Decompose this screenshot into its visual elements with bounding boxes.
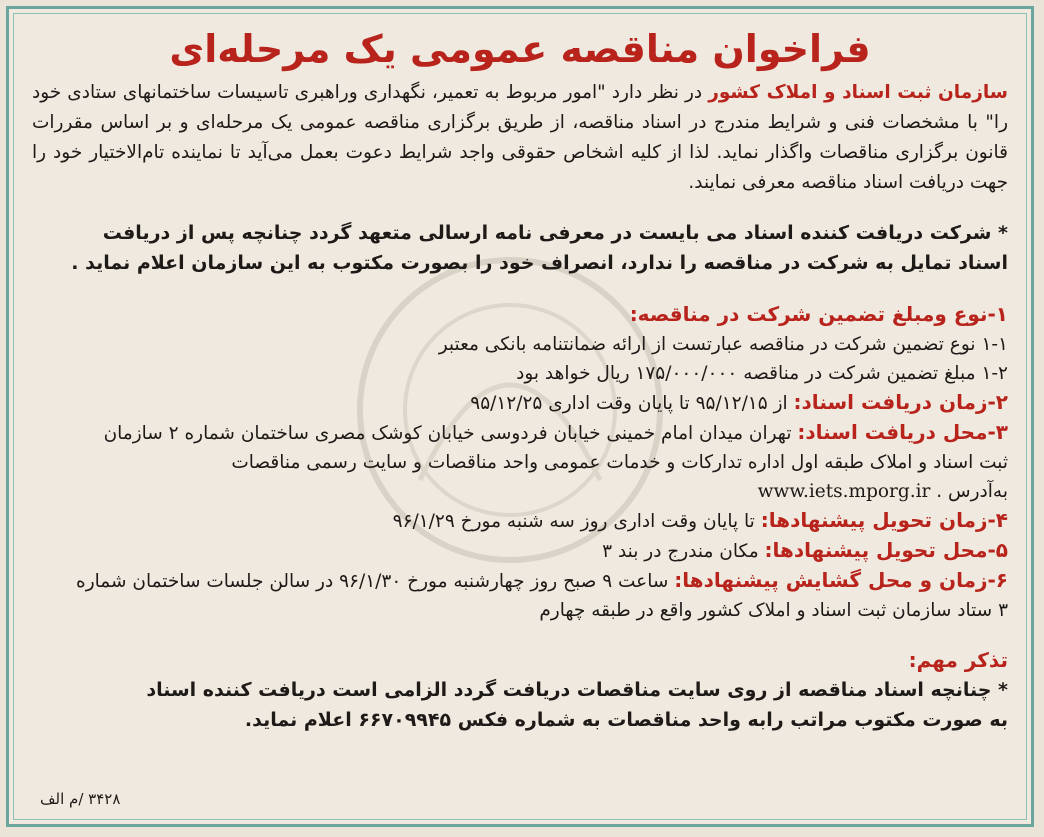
intro-line-2: خود را" با مشخصات فنی و شرایط مندرج در اسناد مناقصه، از طریق برگزاری مناقصه عمومی یک مرحله‌ای و بر اساس (32, 82, 1008, 133)
section-3-text-3: به‌آدرس . (936, 481, 1008, 502)
note-line-2: اسناد تمایل به شرکت در مناقصه را ندارد، انصراف خود را بصورت مکتوب به این سازمان اعلام نماید . (71, 252, 1008, 274)
section-3-heading: ۳-محل دریافت اسناد: (797, 420, 1008, 444)
tender-notice (24, 8, 1016, 823)
section-5-text: مکان مندرج در بند ۳ (602, 541, 759, 562)
section-1-1: ۱-۱ نوع تضمین شرکت در مناقصه عبارتست از ارائه ضمانتنامه بانکی معتبر (438, 334, 1008, 355)
intro-line-3: مقررات قانون برگزاری مناقصات واگذار نماید. لذا از کلیه اشخاص حقوقی واجد شرایط دعوت بعمل می‌آید تا نماینده (32, 112, 1008, 163)
tender-website-link[interactable]: www.iets.mporg.ir (757, 481, 931, 502)
section-6-heading: ۶-زمان و محل گشایش پیشنهادها: (674, 568, 1008, 592)
section-6-text-1: ساعت ۹ صبح روز چهارشنبه مورخ ۹۶/۱/۳۰ در سالن جلسات ساختمان شماره (76, 571, 669, 592)
section-6 (32, 566, 1008, 596)
section-3-text-1: تهران میدان امام خمینی خیابان فردوسی خیابان کوشک مصری ساختمان شماره ۲ سازمان (103, 423, 792, 444)
section-6-text-2: ۳ ستاد سازمان ثبت اسناد و املاک کشور واقع در طبقه چهارم (539, 600, 1008, 621)
section-4 (32, 506, 1008, 536)
section-1-2: ۱-۲ مبلغ تضمین شرکت در مناقصه ۱۷۵/۰۰۰/۰۰۰ ریال خواهد بود (516, 363, 1008, 384)
section-5 (32, 536, 1008, 566)
section-1-heading: ۱-نوع ومبلغ تضمین شرکت در مناقصه: (629, 302, 1008, 326)
notice-note (32, 218, 1008, 278)
reminder-heading: تذکر مهم: (908, 648, 1008, 672)
notice-title: فراخوان مناقصه عمومی یک مرحله‌ای (169, 27, 871, 71)
reminder-line-2: به صورت مکتوب مراتب رابه واحد مناقصات به شماره فکس ۶۶۷۰۹۹۴۵ اعلام نماید. (244, 709, 1008, 731)
intro-line-1: در نظر دارد "امور مربوط به تعمیر، نگهداری وراهبری تاسیسات ساختمانهای ستادی (67, 82, 703, 103)
reference-code: ۳۴۲۸ /م الف (40, 790, 121, 808)
section-5-heading: ۵-محل تحویل پیشنهادها: (764, 538, 1008, 562)
section-3 (32, 418, 1008, 448)
section-2-heading: ۲-زمان دریافت اسناد: (793, 390, 1008, 414)
reminder-line-1: * چنانچه اسناد مناقصه از روی سایت مناقصات دریافت گردد الزامی است دریافت کننده اسناد (146, 679, 1008, 701)
intro-paragraph (32, 78, 1008, 198)
section-2 (32, 388, 1008, 418)
note-line-1: * شرکت دریافت کننده اسناد می بایست در معرفی نامه ارسالی متعهد گردد چنانچه پس از دریافت (102, 222, 1008, 244)
section-3-address (32, 477, 1008, 506)
section-2-text: از ۹۵/۱۲/۱۵ تا پایان وقت اداری ۹۵/۱۲/۲۵ (470, 393, 788, 414)
section-4-text: تا پایان وقت اداری روز سه شنبه مورخ ۹۶/۱/۲۹ (392, 511, 755, 532)
intro-line-4: تام‌الاختیار خود را جهت دریافت اسناد مناقصه معرفی نمایند. (32, 142, 1008, 193)
section-3-text-2: ثبت اسناد و املاک طبقه اول اداره تدارکات و خدمات عمومی واحد مناقصات و سایت رسمی مناقصات (231, 452, 1008, 473)
section-4-heading: ۴-زمان تحویل پیشنهادها: (760, 508, 1008, 532)
organization-name: سازمان ثبت اسناد و املاک کشور (708, 82, 1008, 103)
